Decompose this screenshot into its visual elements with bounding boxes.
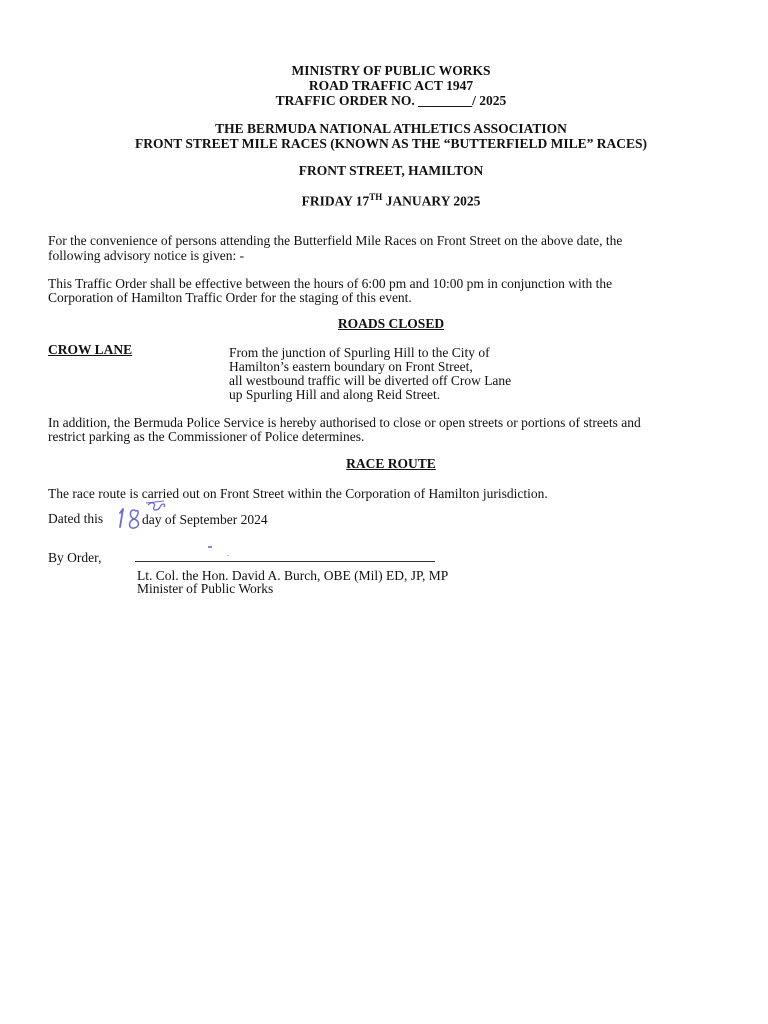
roads-closed-heading: ROADS CLOSED <box>337 316 445 331</box>
ink-mark <box>208 546 212 548</box>
road-description-line-3: all westbound traffic will be diverted off Crow Lane <box>229 373 512 388</box>
signature-line <box>135 561 435 562</box>
road-description-line-2: Hamilton’s eastern boundary on Front Street, <box>229 359 473 374</box>
location-heading: FRONT STREET, HAMILTON <box>298 163 484 178</box>
date-prefix: FRIDAY 17 <box>301 193 370 209</box>
police-line-1: In addition, the Bermuda Police Service is hereby authorised to close or open streets or portions of streets and <box>48 415 641 430</box>
road-name-crow-lane: CROW LANE <box>48 342 133 357</box>
dated-prefix: Dated this <box>48 511 104 526</box>
act-heading: ROAD TRAFFIC ACT 1947 <box>308 78 474 93</box>
effective-line-1: This Traffic Order shall be effective between the hours of 6:00 pm and 10:00 pm in conjunction with the <box>48 276 613 291</box>
races-heading: FRONT STREET MILE RACES (KNOWN AS THE “BUTTERFIELD MILE” RACES) <box>135 136 647 151</box>
intro-line-1: For the convenience of persons attending the Butterfield Mile Races on Front Street on the above date, the <box>48 233 623 248</box>
date-ordinal: TH <box>369 192 383 202</box>
event-date-heading <box>0 190 768 209</box>
ministry-heading: MINISTRY OF PUBLIC WORKS <box>291 63 491 78</box>
signatory-name: Lt. Col. the Hon. David A. Burch, OBE (Mil) ED, JP, MP <box>137 568 449 583</box>
dated-suffix: day of September 2024 <box>142 512 268 527</box>
race-route-text: The race route is carried out on Front Street within the Corporation of Hamilton jurisdiction. <box>48 486 548 501</box>
intro-line-2: following advisory notice is given: - <box>48 248 245 263</box>
road-description-line-4: up Spurling Hill and along Reid Street. <box>229 387 441 402</box>
date-suffix: JANUARY 2025 <box>382 193 481 209</box>
by-order-label: By Order, <box>48 550 102 565</box>
ink-mark-small <box>227 555 229 556</box>
race-route-heading: RACE ROUTE <box>346 456 436 471</box>
signatory-title: Minister of Public Works <box>137 581 274 596</box>
effective-line-2: Corporation of Hamilton Traffic Order for the staging of this event. <box>48 290 412 305</box>
association-heading: THE BERMUDA NATIONAL ATHLETICS ASSOCIATION <box>215 121 567 136</box>
order-number-heading: TRAFFIC ORDER NO. ________/ 2025 <box>275 93 507 108</box>
road-description-line-1: From the junction of Spurling Hill to the City of <box>229 345 490 360</box>
police-line-2: restrict parking as the Commissioner of Police determines. <box>48 429 365 444</box>
